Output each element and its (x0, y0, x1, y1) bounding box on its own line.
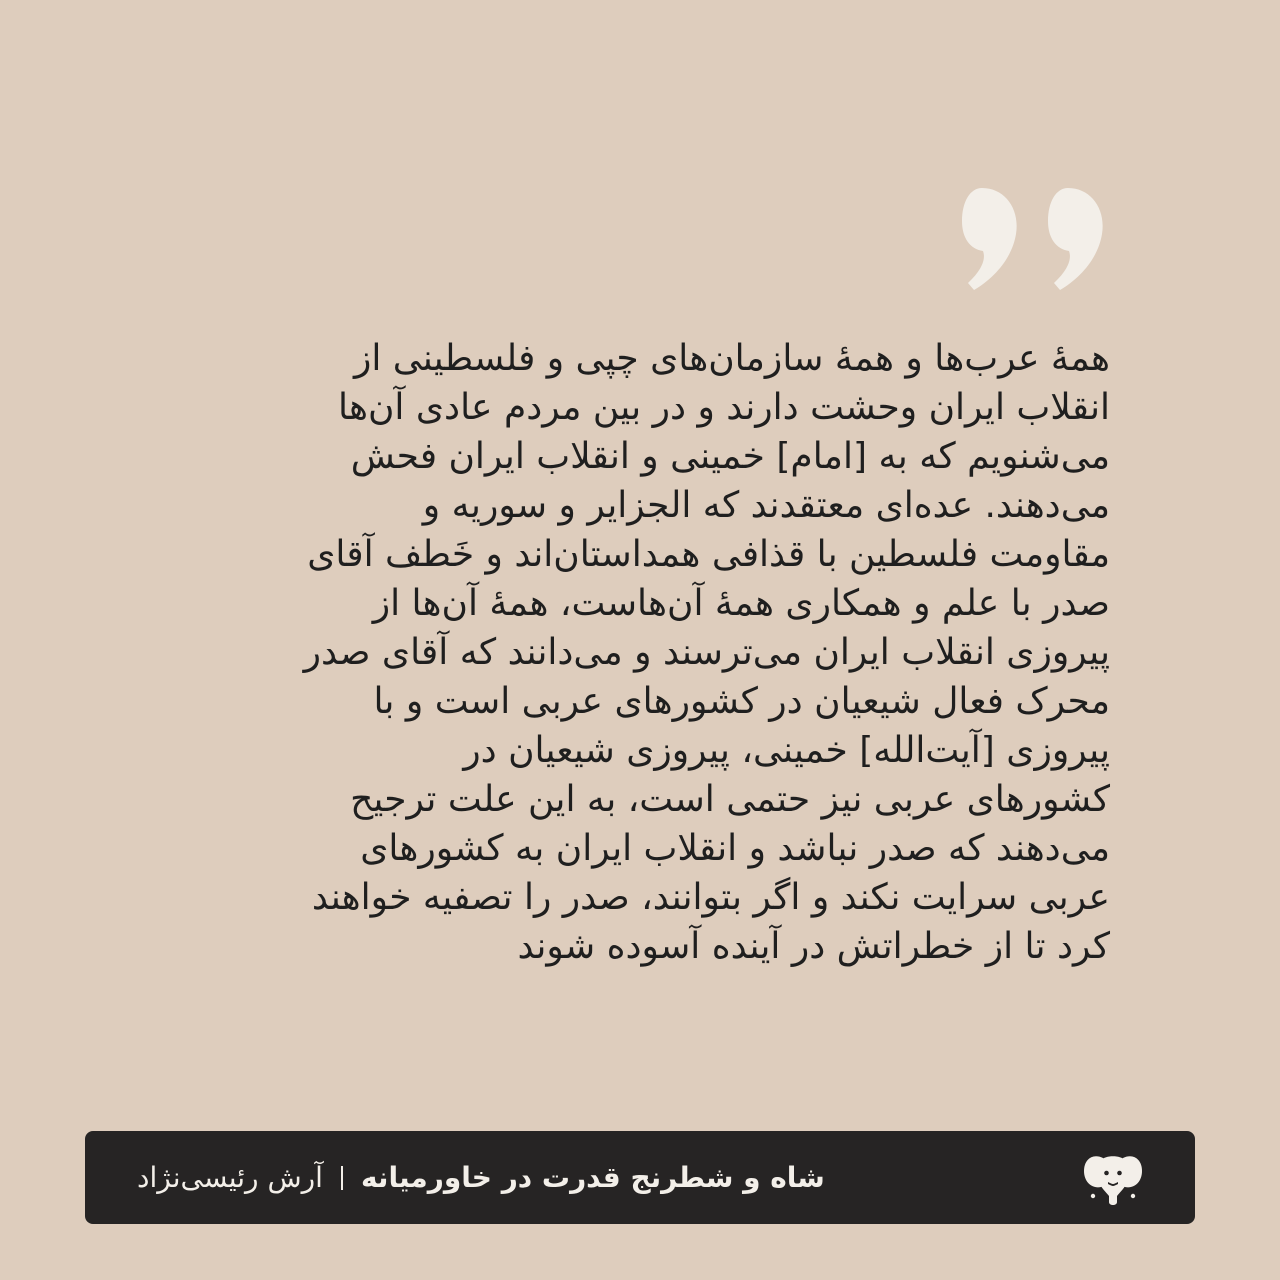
quote-line: انقلاب ایران وحشت دارند و در بین مردم عادی آن‌ها (338, 387, 1110, 428)
quote-line: صدر با علم و همکاری همهٔ آن‌هاست، همهٔ آن‌ها از (372, 583, 1110, 624)
quote-line: همهٔ عرب‌ها و همهٔ سازمان‌های چپی و فلسطینی از (353, 338, 1110, 379)
quote-line: می‌دهند. عده‌ای معتقدند که الجزایر و سوریه و (422, 485, 1110, 526)
quote-line: کرد تا از خطراتش در آینده آسوده شوند (517, 926, 1110, 967)
quote-mark-icon (962, 186, 1112, 292)
footer-meta (137, 1161, 1081, 1194)
footer-separator (341, 1166, 343, 1190)
quote-line: کشورهای عربی نیز حتمی است، به این علت ترجیح (350, 779, 1110, 820)
quote-line: پیروزی انقلاب ایران می‌ترسند و می‌دانند که آقای صدر (303, 632, 1110, 673)
footer-bar (85, 1131, 1195, 1224)
quote-text (160, 334, 1110, 971)
elephant-icon (1081, 1151, 1145, 1205)
author-name: آرش رئیسی‌نژاد (137, 1161, 323, 1194)
quote-line: عربی سرایت نکند و اگر بتوانند، صدر را تصفیه خواهند (311, 877, 1110, 918)
quote-line: پیروزی [آیت‌الله] خمینی، پیروزی شیعیان در (463, 730, 1110, 771)
quote-line: می‌شنویم که به [امام] خمینی و انقلاب ایران فحش (350, 436, 1110, 477)
quote-line: محرک فعال شیعیان در کشورهای عربی است و با (373, 681, 1110, 722)
book-title: شاه و شطرنج قدرت در خاورمیانه (360, 1161, 825, 1194)
quote-line: مقاومت فلسطین با قذافی همداستان‌اند و خَطف آقای (307, 534, 1110, 575)
quote-line: می‌دهند که صدر نباشد و انقلاب ایران به کشورهای (360, 828, 1110, 869)
